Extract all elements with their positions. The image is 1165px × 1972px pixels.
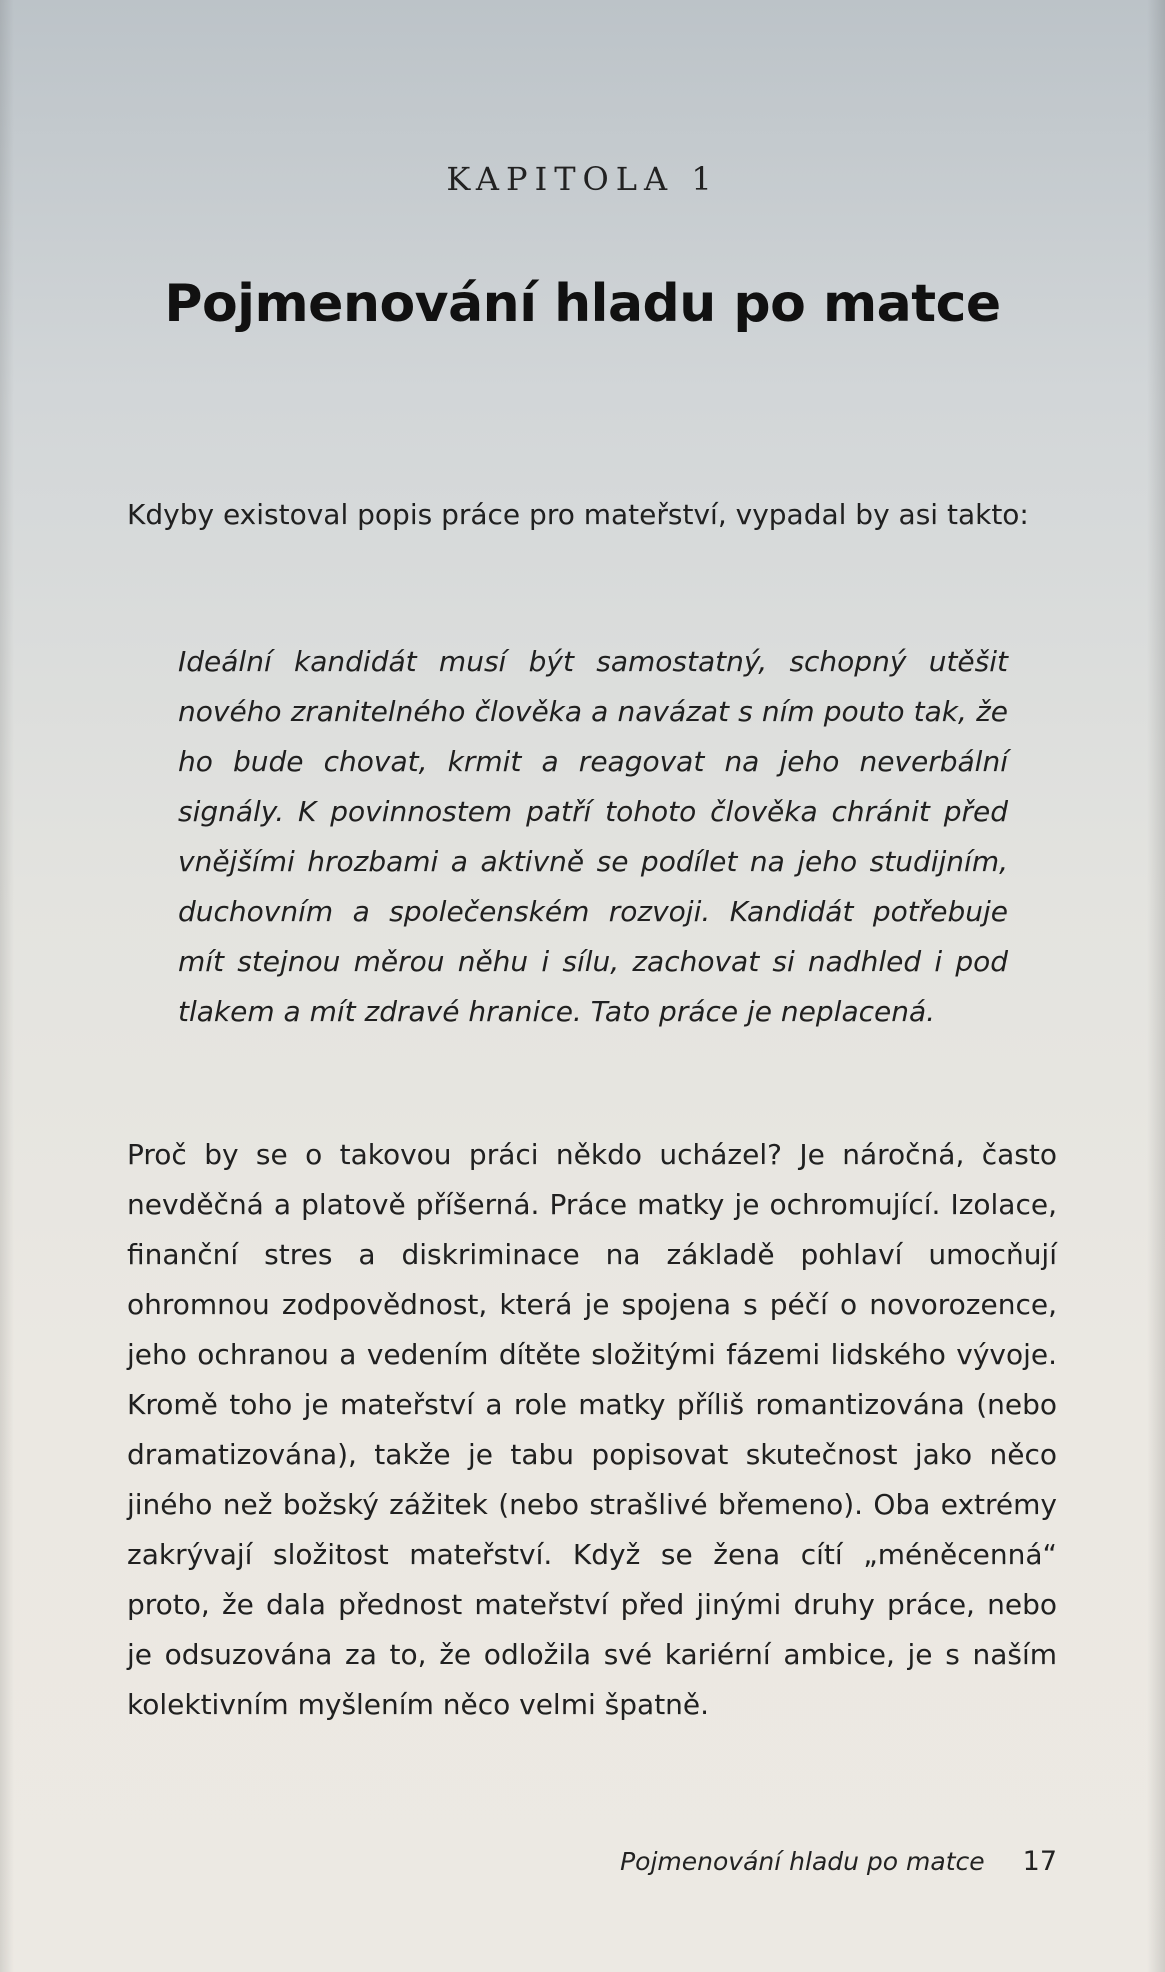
main-paragraph: Proč by se o takovou práci někdo ucházel? Je náročná, často nevděčná a platově příšerná. Práce matky je ochromující. Izolace, finanční stres a diskriminace na základě pohlaví umocňují ohromnou zodpovědnost, která je spojena s péčí o novorozence, jeho ochranou a vedením dítěte složitými fázemi lidského vývoje. Kromě toho je mateřství a role matky příliš romantizována (nebo dramatizována), takže je tabu popisovat skutečnost jako něco jiného než božský zážitek (nebo strašlivé břemeno). Oba extrémy zakrývají složitost mateřství. Když se žena cítí „méněcenná“ proto, že dala přednost mateřství před jinými druhy práce, nebo je odsuzována za to, že odložila své kariérní ambice, je s naším kolektivním myšlením něco velmi špatně.	[127, 1138, 1057, 1721]
page-number: 17	[1022, 1846, 1057, 1877]
chapter-title: Pojmenování hladu po matce	[164, 274, 1001, 334]
job-description-quote: Ideální kandidát musí být samostatný, schopný utěšit nového zranitelného člověka a navázat s ním pouto tak, že ho bude chovat, krmit a reagovat na jeho neverbální signály. K povinnostem patří tohoto člověka chránit před vnějšími hrozbami a aktivně se podílet na jeho studijním, duchovním a společenském rozvoji. Kandidát potřebuje mít stejnou měrou něhu i sílu, zachovat si nadhled i pod tlakem a mít zdravé hranice. Tato práce je neplacená.	[178, 645, 1008, 1028]
page-footer	[127, 1846, 1057, 1877]
intro-paragraph: Kdyby existoval popis práce pro mateřství, vypadal by asi takto:	[127, 498, 1029, 531]
chapter-label: KAPITOLA 1	[446, 160, 719, 198]
running-title: Pojmenování hladu po matce	[620, 1847, 985, 1876]
